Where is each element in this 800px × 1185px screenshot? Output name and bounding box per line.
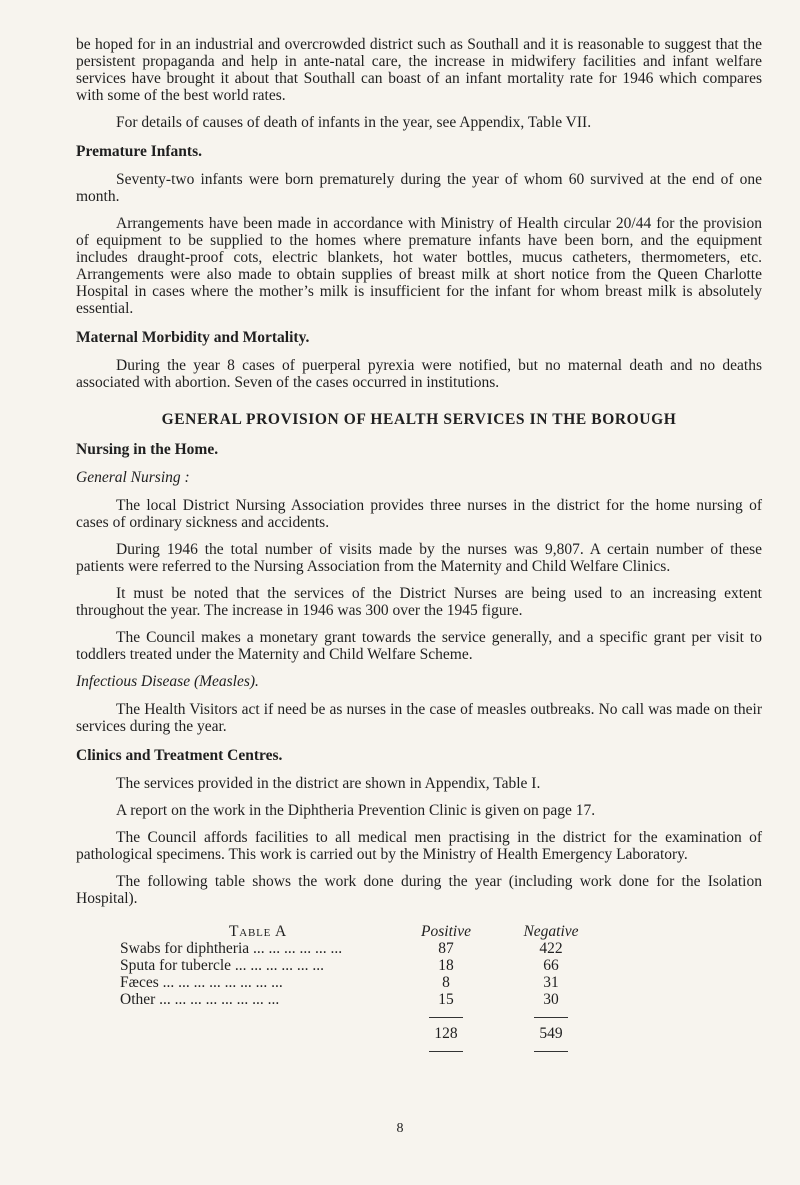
table-caption: Table A [228,923,287,940]
cell-positive: 15 [438,991,454,1008]
total-positive: 128 [434,1025,458,1042]
cell-positive: 18 [438,957,454,974]
row-label-text: Swabs for diphtheria [120,940,250,957]
row-label-text: Sputa for tubercle [120,957,232,974]
paragraph-services-provided: The services provided in the district are shown in Appendix, Table I. [116,775,541,792]
heading-premature-infants: Premature Infants. [76,143,202,160]
cell-negative: 30 [543,991,559,1008]
table-rule-row [120,1008,606,1025]
table-total-row [120,1025,606,1042]
row-label: Fæces ... ... ... ... ... ... ... ... [120,974,283,991]
paragraph-causes-of-death: For details of causes of death of infants in the year, see Appendix, Table VII. [116,114,592,131]
row-label: Sputa for tubercle ... ... ... ... ... ... [120,957,325,974]
table-a [120,923,606,1059]
table-row [120,974,606,991]
subheading-infectious-disease: Infectious Disease (Measles). [76,673,259,690]
paragraph-health-visitors: The Health Visitors act if need be as nurses in the case of measles outbreaks. No call was made on their services during the year. [76,701,762,735]
total-rule [534,1051,568,1052]
cell-negative: 422 [539,940,563,957]
paragraph-visits-total: During 1946 the total number of visits made by the nurses was 9,807. A certain number of these patients were referred to the Nursing Association from the Maternity and Child Welfare Clinics. [76,541,762,575]
paragraph-puerperal-pyrexia: During the year 8 cases of puerperal pyrexia were notified, but no maternal death and no deaths associated with abortion. Seven of the cases occurred in institutions. [76,357,762,391]
total-rule [429,1051,463,1052]
paragraph-infant-mortality: be hoped for in an industrial and overcrowded district such as Southall and it is reasonable to suggest that the persistent propaganda and help in ante-natal care, the increase in midwifery facilities and infant welfare services have brought it about that Southall can boast of an infant mortality rate for 1946 which compares with some of the best world rates. [76,36,762,104]
table-row [120,991,606,1008]
paragraph-district-nursing: The local District Nursing Association provides three nurses in the district for the home nursing of cases of ordinary sickness and accidents. [76,497,762,531]
table-rule-row [120,1042,606,1059]
table-row [120,957,606,974]
row-label: Swabs for diphtheria ... ... ... ... ... ... [120,940,343,957]
column-header-positive: Positive [421,923,471,940]
subheading-general-nursing: General Nursing : [76,469,190,486]
cell-negative: 31 [543,974,559,991]
paragraph-pathological-specimens: The Council affords facilities to all medical men practising in the district for the examination of pathological specimens. This work is carried out by the Ministry of Health Emergency Laboratory. [76,829,762,863]
column-header-negative: Negative [523,923,579,940]
cell-positive: 87 [438,940,454,957]
total-negative: 549 [539,1025,563,1042]
paragraph-table-intro: The following table shows the work done during the year (including work done for the Isolation Hospital). [76,873,762,907]
section-title-general-provision: GENERAL PROVISION OF HEALTH SERVICES IN THE BOROUGH [161,411,677,428]
heading-maternal-morbidity: Maternal Morbidity and Mortality. [76,329,310,346]
row-label: Other ... ... ... ... ... ... ... ... [120,991,280,1008]
row-label-text: Fæces [120,974,159,991]
paragraph-premature-equipment: Arrangements have been made in accordance with Ministry of Health circular 20/44 for the provision of equipment to be supplied to the homes where premature infants have been born, and the equipment includes draught-proof cots, electric blankets, hot water bottles, mucus catheters, thermometers, etc. Arrangements were also made to obtain supplies of breast milk at short notice from the Queen Charlotte Hospital in cases where the mother’s milk is insufficient for the infant for whom breast milk is absolutely essential. [76,215,762,317]
paragraph-diphtheria-report: A report on the work in the Diphtheria Prevention Clinic is given on page 17. [116,802,596,819]
total-rule [429,1017,463,1018]
total-rule [534,1017,568,1018]
heading-nursing-home: Nursing in the Home. [76,441,219,458]
heading-clinics-treatment: Clinics and Treatment Centres. [76,747,283,764]
cell-negative: 66 [543,957,559,974]
page-number: 8 [396,1121,404,1136]
table-row [120,940,606,957]
row-label-text: Other [120,991,156,1008]
paragraph-monetary-grant: The Council makes a monetary grant towards the service generally, and a specific grant per visit to toddlers treated under the Maternity and Child Welfare Scheme. [76,629,762,663]
table-header-row [120,923,606,940]
paragraph-premature-born: Seventy-two infants were born prematurely during the year of whom 60 survived at the end of one month. [76,171,762,205]
paragraph-increasing-use: It must be noted that the services of the District Nurses are being used to an increasing extent throughout the year. The increase in 1946 was 300 over the 1945 figure. [76,585,762,619]
cell-positive: 8 [442,974,450,991]
